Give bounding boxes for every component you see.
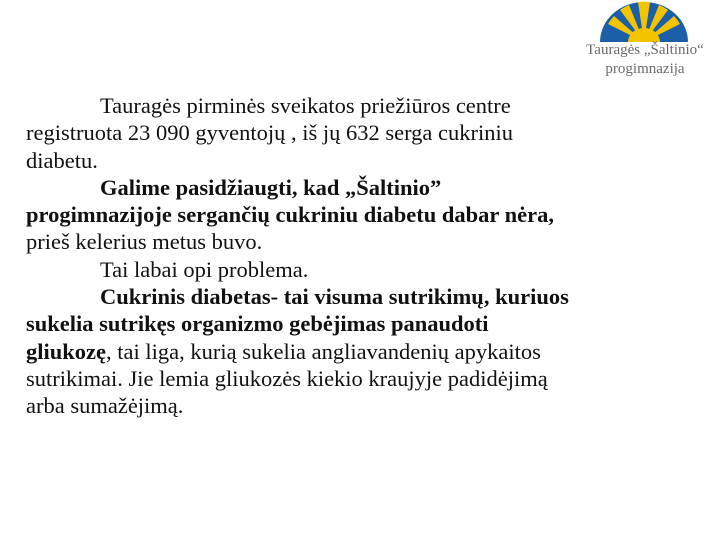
slide-body-text (26, 92, 696, 420)
school-logo (570, 0, 720, 90)
logo-subtitle: progimnazija (605, 61, 685, 77)
sunburst-logo-icon (598, 0, 690, 42)
paragraph-past-text: prieš kelerius metus buvo. (26, 229, 263, 255)
paragraph-statistics-text: Tauragės pirminės sveikatos priežiūros centre registruota 23 090 gyventojų , iš jų 632 serga cukriniu diabetu. (26, 93, 514, 173)
paragraph-problem (26, 256, 696, 283)
paragraph-definition-text: , tai liga, kurią sukelia angliavandenių apykaitos sutrikimai. Jie lemia gliukozės kiekio kraujyje padidėjimą arba sumažėjimą. (26, 338, 548, 419)
paragraph-good-news (26, 174, 696, 229)
paragraph-statistics (26, 92, 696, 174)
paragraph-good-news-text: Galime pasidžiaugti, kad „Šaltinio” progimnazijoje sergančių cukriniu diabetu dabar nėra, (26, 174, 554, 228)
paragraph-definition (26, 283, 696, 419)
logo-title: Tauragės „Šaltinio“ (586, 42, 704, 58)
paragraph-definition-bold: Cukrinis diabetas- tai visuma sutrikimų, kuriuos sukelia sutrikęs organizmo gebėjimas panaudoti gliukozę (26, 284, 569, 364)
paragraph-problem-text: Tai labai opi problema. (100, 256, 309, 282)
paragraph-past (26, 228, 696, 255)
